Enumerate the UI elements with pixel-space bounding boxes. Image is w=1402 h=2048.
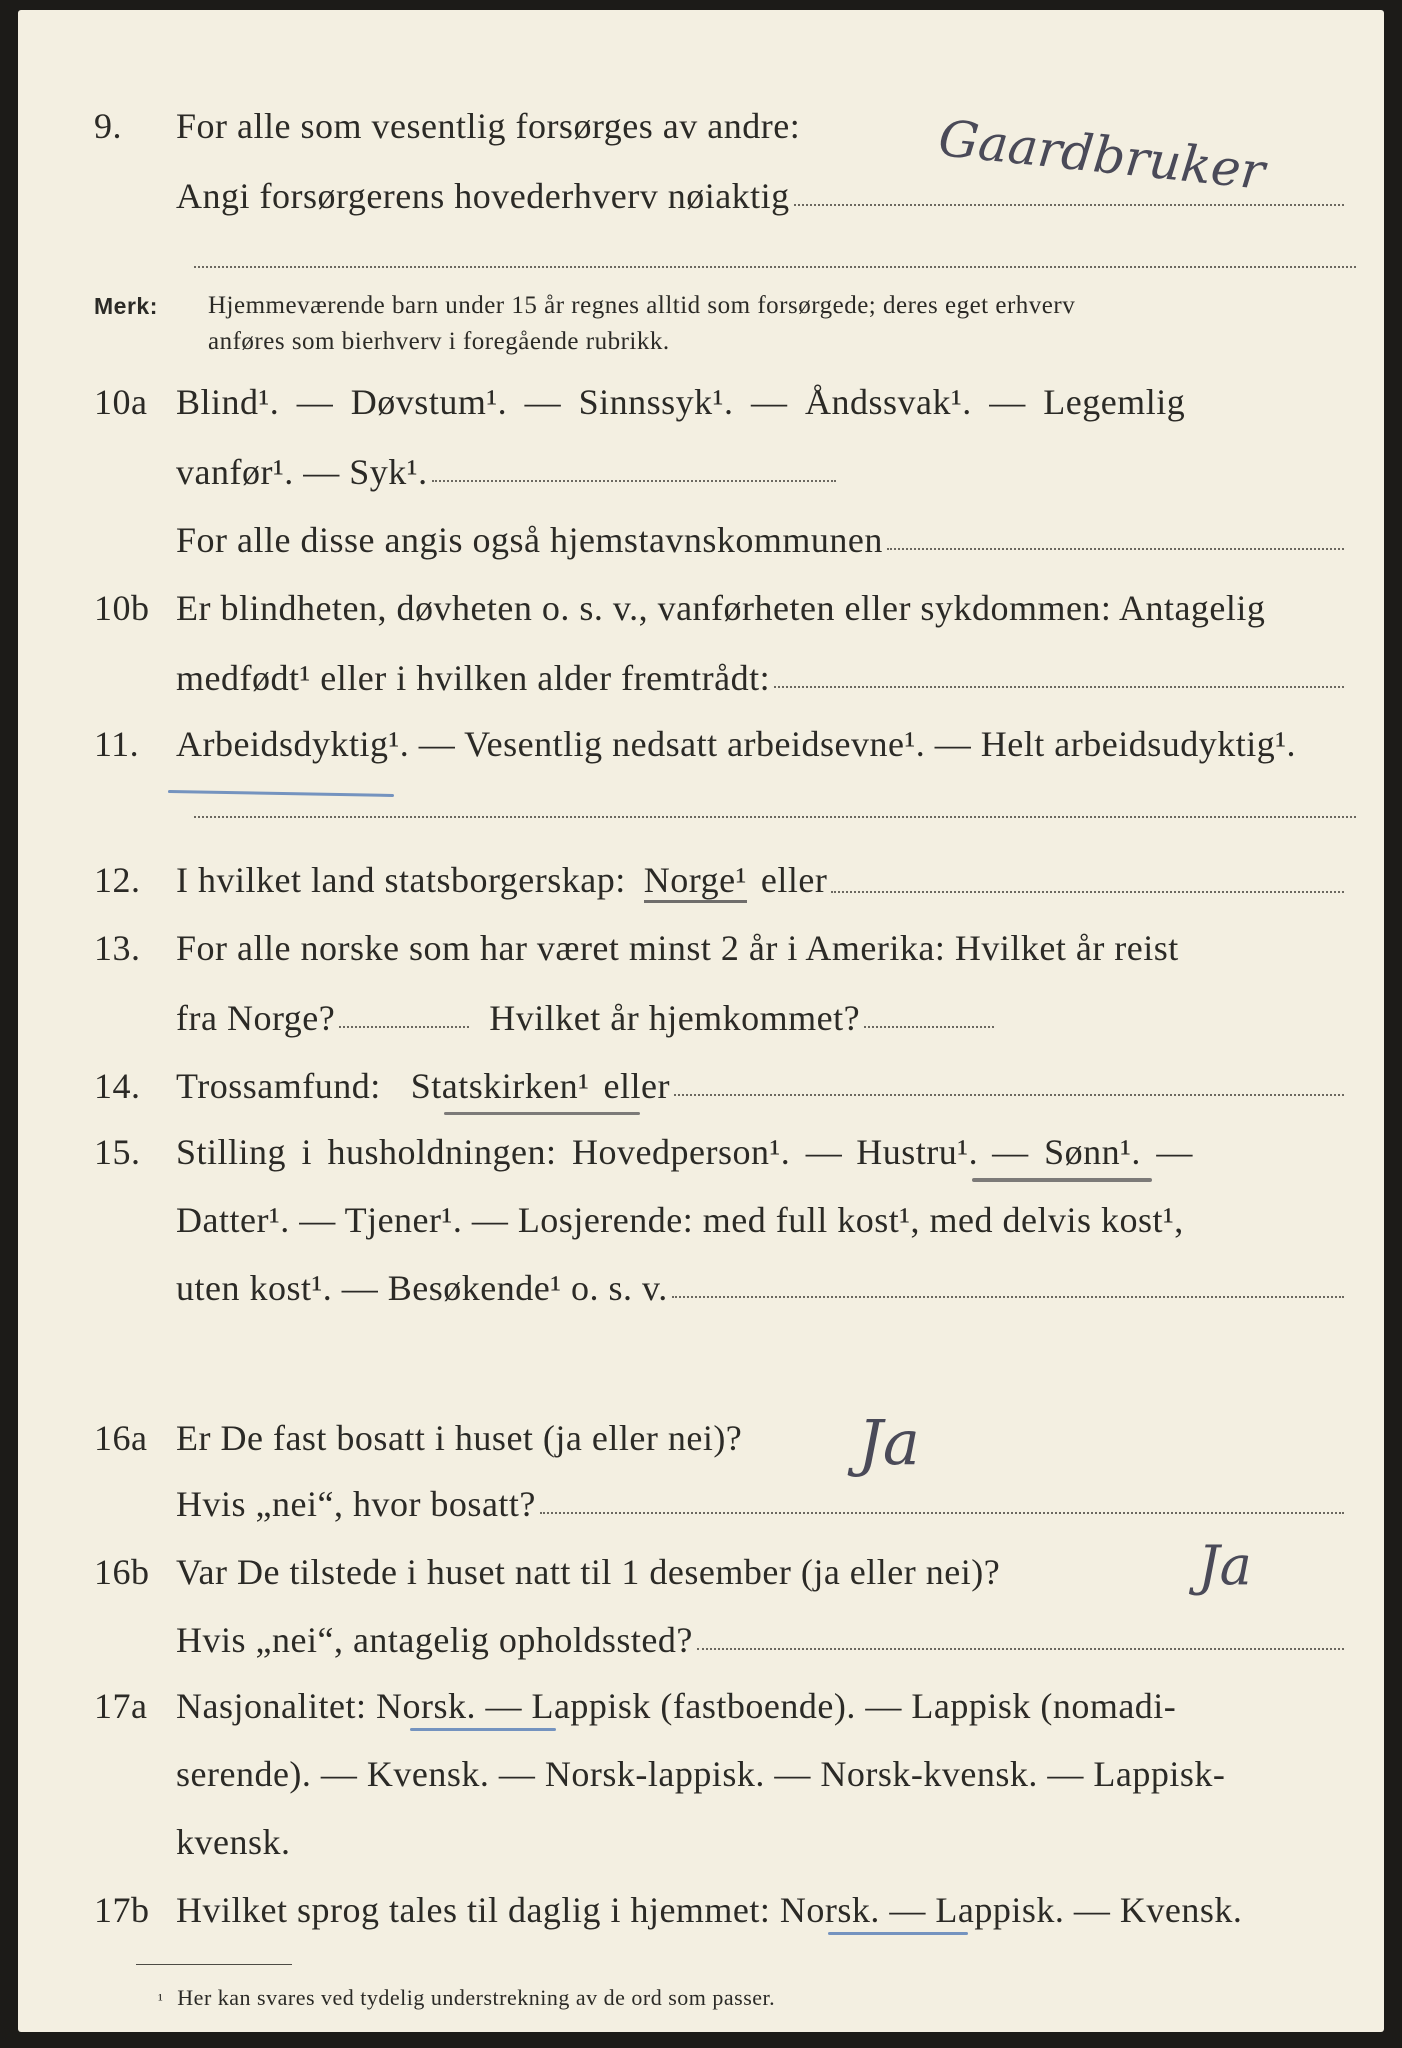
q16a-where-label: Hvis „nei“, hvor bosatt?	[176, 1484, 536, 1524]
q17a-blue-pencil-underline	[410, 1728, 556, 1731]
q17a-options-3: kvensk.	[176, 1822, 291, 1862]
census-form-page	[18, 10, 1384, 2032]
q14-underlined-statskirken: Statskirken¹	[410, 1066, 590, 1106]
q10a-municipality-field[interactable]	[887, 547, 1344, 550]
q16a-handwritten-answer: Ja	[858, 1406, 920, 1479]
footnote-rule	[136, 1964, 292, 1965]
q12-eller: eller	[760, 860, 828, 900]
q17a-options-2: serende). — Kvensk. — Norsk-lappisk. — Norsk-kvensk. — Lappisk-	[176, 1754, 1226, 1794]
q17b-number: 17b	[94, 1890, 150, 1930]
q16b-question: Var De tilstede i huset natt til 1 desember (ja eller nei)?	[176, 1552, 1001, 1592]
q17b-question: Hvilket sprog tales til daglig i hjemmet: Norsk. — Lappisk. — Kvensk.	[176, 1890, 1243, 1930]
q11-number: 11.	[94, 724, 140, 764]
separator-line	[194, 266, 1356, 268]
q10a-number: 10a	[94, 382, 148, 422]
q10a-question: Blind¹. — Døvstum¹. — Sinnssyk¹. — Åndssvak¹. — Legemlig	[176, 382, 1186, 422]
q16b-handwritten-answer: Ja	[1198, 1534, 1252, 1597]
q14-question: Trossamfund:	[176, 1066, 381, 1106]
q13-year-left-field[interactable]	[339, 1025, 469, 1028]
q17b-blue-pencil-underline	[828, 1932, 968, 1935]
q17a-number: 17a	[94, 1686, 148, 1726]
q15-number: 15.	[94, 1132, 141, 1172]
merk-label: Merk:	[94, 293, 158, 319]
q16a-question: Er De fast bosatt i huset (ja eller nei)?	[176, 1418, 743, 1458]
q9-question: For alle som vesentlig forsørges av andre:	[176, 106, 801, 146]
q9-number: 9.	[94, 106, 122, 146]
q10b-question: Er blindheten, døvheten o. s. v., vanførheten eller sykdommen: Antagelig	[176, 588, 1266, 628]
q9-provider-label: Angi forsørgerens hovederhverv nøiaktig	[176, 176, 790, 216]
q13-left-norway-label: fra Norge?	[176, 998, 336, 1038]
q16b-number: 16b	[94, 1552, 150, 1592]
q16a-answer-field[interactable]	[540, 1511, 1344, 1514]
q15-underlined-hustru: Hustru¹.	[856, 1132, 979, 1172]
separator-line	[194, 816, 1356, 818]
q11-question: Arbeidsdyktig¹. — Vesentlig nedsatt arbeidsevne¹. — Helt arbeidsudyktig¹.	[176, 724, 1297, 764]
q15-options-3: uten kost¹. — Besøkende¹ o. s. v.	[176, 1268, 668, 1308]
q16b-whereabouts-label: Hvis „nei“, antagelig opholdssted?	[176, 1620, 693, 1660]
q17a-question: Nasjonalitet: Norsk. — Lappisk (fastboende). — Lappisk (nomadi-	[176, 1686, 1177, 1726]
q14-number: 14.	[94, 1066, 141, 1106]
q10a-answer-field[interactable]	[432, 479, 836, 482]
q12-question: I hvilket land statsborgerskap:	[176, 860, 626, 900]
q10b-answer-field[interactable]	[774, 685, 1344, 688]
q16b-answer-field[interactable]	[697, 1647, 1344, 1650]
q10a-home-municipality-label: For alle disse angis også hjemstavnskommunen	[176, 520, 883, 560]
q12-number: 12.	[94, 860, 141, 900]
q14-eller: eller	[603, 1066, 670, 1106]
q13-question: For alle norske som har været minst 2 år i Amerika: Hvilket år reist	[176, 928, 1179, 968]
q16a-number: 16a	[94, 1418, 148, 1458]
q10b-number: 10b	[94, 588, 150, 628]
q9-answer-field[interactable]	[794, 203, 1344, 206]
q15-options-2: Datter¹. — Tjener¹. — Losjerende: med full kost¹, med delvis kost¹,	[176, 1200, 1184, 1240]
q12-underlined-norge: Norge¹	[644, 860, 747, 903]
q14-answer-field[interactable]	[674, 1093, 1344, 1096]
q9-handwritten-answer: Gaardbruker	[935, 109, 1268, 201]
footnote-mark: ¹	[158, 1992, 164, 2009]
q10b-onset-label: medfødt¹ eller i hvilken alder fremtrådt:	[176, 658, 771, 698]
q12-answer-field[interactable]	[831, 890, 1344, 893]
q13-returned-label: Hvilket år hjemkommet?	[489, 998, 861, 1038]
q15-options-end: — Sønn¹. —	[992, 1132, 1193, 1172]
footnote-text: Her kan svares ved tydelig understrekning av de ord som passer.	[177, 1985, 776, 2010]
merk-text-1: Hjemmeværende barn under 15 år regnes alltid som forsørgede; deres eget erhverv	[208, 292, 1076, 319]
merk-text-2: anføres som bierhverv i foregående rubrikk.	[208, 328, 670, 355]
q14-pencil-underline	[444, 1112, 640, 1115]
q11-blue-pencil-underline	[168, 790, 394, 797]
q10a-options: vanfør¹. — Syk¹.	[176, 452, 428, 492]
q15-answer-field[interactable]	[672, 1295, 1344, 1298]
q13-year-returned-field[interactable]	[864, 1025, 994, 1028]
q15-pencil-underline	[972, 1178, 1152, 1182]
q13-number: 13.	[94, 928, 141, 968]
q15-question: Stilling i husholdningen: Hovedperson¹. —	[176, 1132, 843, 1172]
